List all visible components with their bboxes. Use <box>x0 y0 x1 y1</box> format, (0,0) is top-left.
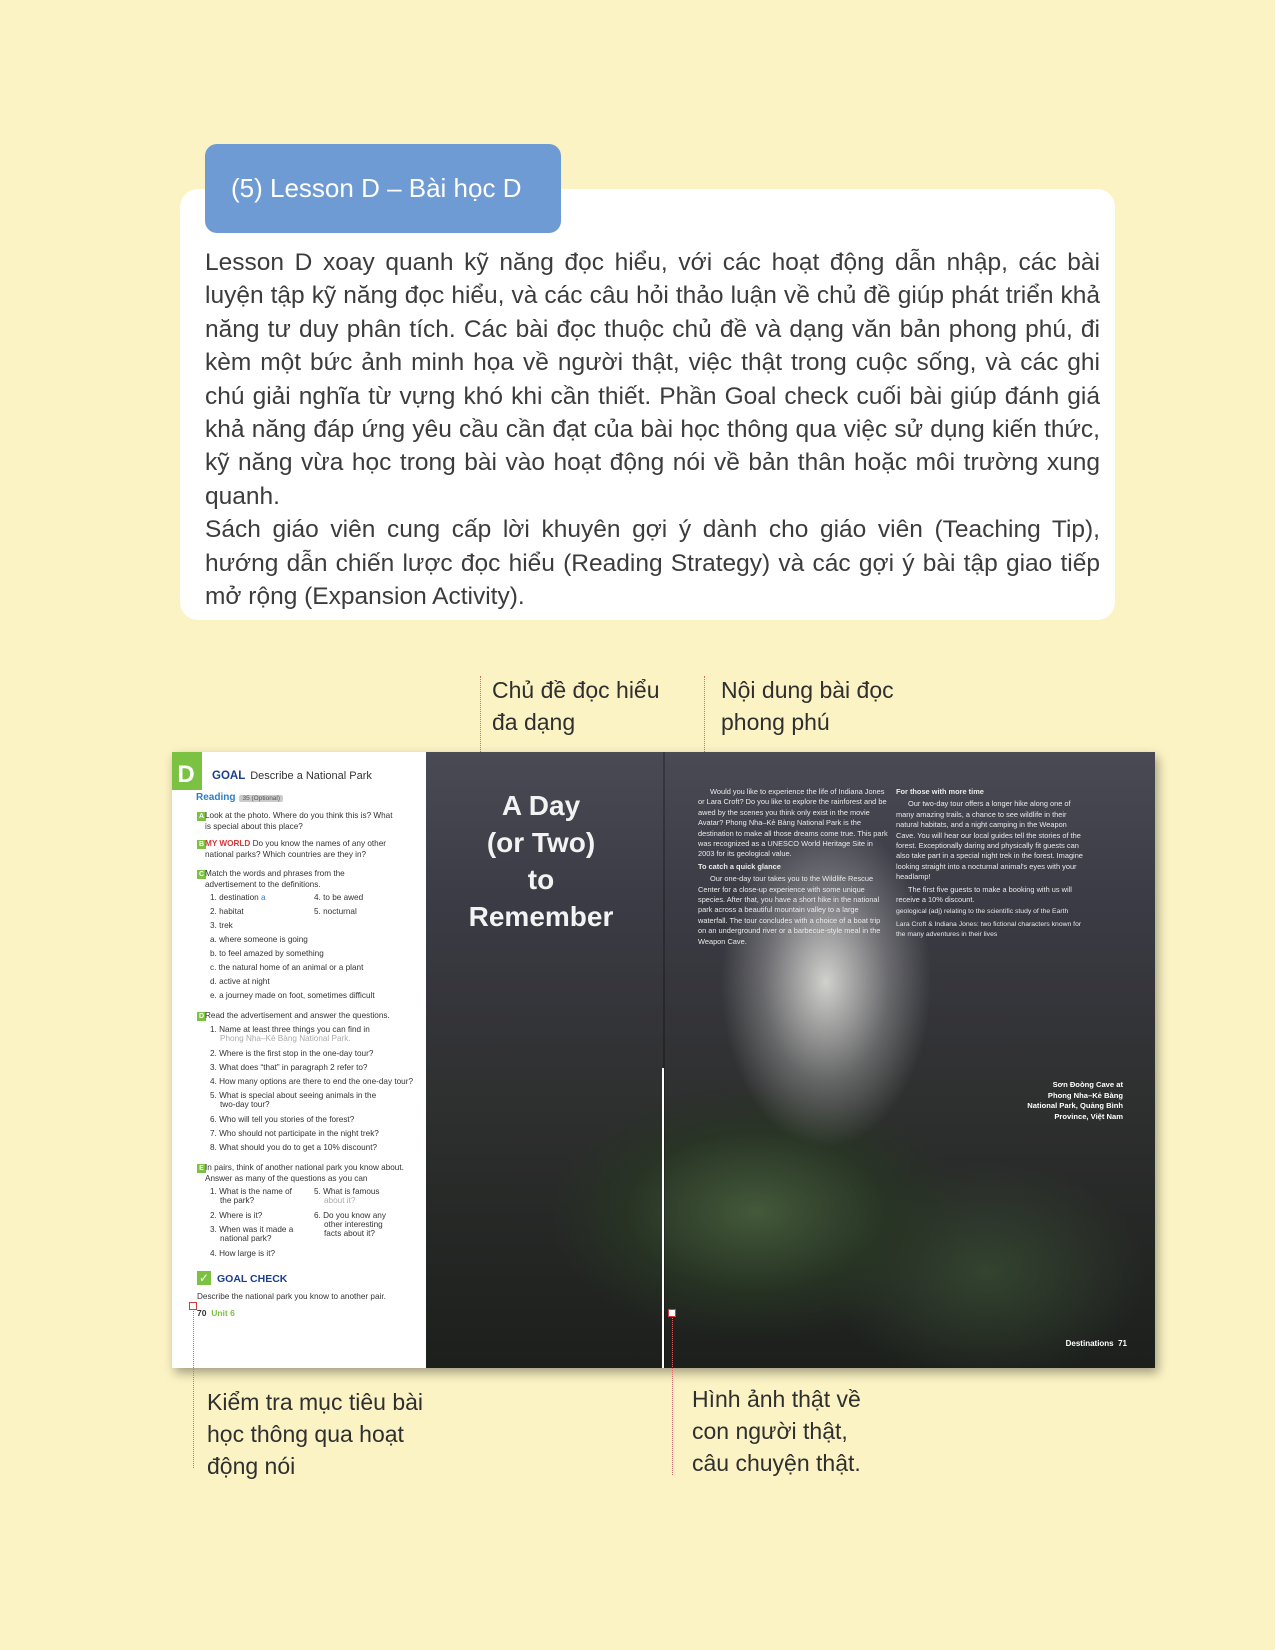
title-line: to <box>527 864 555 895</box>
vocab-answer: a <box>261 893 266 902</box>
question: 5. What is famous <box>314 1187 380 1196</box>
question: 6. Who will tell you stories of the forest? <box>210 1115 355 1124</box>
goal-text: Describe a National Park <box>250 770 372 782</box>
page-footer-right <box>1066 1339 1127 1348</box>
question: 6. Do you know any <box>314 1211 386 1220</box>
article-subheading: For those with more time <box>896 787 984 796</box>
vocab-word-text: 1. destination <box>210 893 259 902</box>
callout-rich-content <box>721 674 894 738</box>
vocab-word: 3. trek <box>210 921 233 930</box>
article-paragraph: Our one-day tour takes you to the Wildlife Rescue Center for a close-up experience with some unique species. After that, you have a short hike in the national park across a beautiful mountain valley to a large waterfall. The tour concludes with a choice of a boat trip on an underground river or a barbecue-style meal in the Weapon Cave. <box>698 874 881 946</box>
goal-heading <box>212 770 372 782</box>
callout-line: Nội dung bài đọc <box>721 677 894 703</box>
question: national park? <box>220 1234 272 1243</box>
question: about it? <box>324 1196 356 1205</box>
vocab-word: 2. habitat <box>210 907 244 916</box>
callout-line: Chủ đề đọc hiểu <box>492 677 660 703</box>
callout-real-images <box>692 1383 861 1479</box>
question: other interesting <box>324 1220 383 1229</box>
callout-line: Hình ảnh thật về <box>692 1386 861 1412</box>
goal-check-text: Describe the national park you know to another pair. <box>197 1292 386 1301</box>
exercise-e <box>205 1163 411 1184</box>
title-line: (or Two) <box>486 827 596 858</box>
article-column-1 <box>698 787 888 949</box>
callout-line: động nói <box>207 1453 296 1479</box>
callout-line: đa dạng <box>492 709 576 735</box>
caption-line: National Park, Quảng Bình <box>1027 1101 1123 1110</box>
question: the park? <box>220 1196 255 1205</box>
reading-label: Reading <box>196 792 236 803</box>
article-paragraph: Our two-day tour offers a longer hike along one of many amazing trails, a chance to see wildlife in their natural habitats, and a night camping in the Weapon Cave. You will hear our local guides tell the stories of the forest. Exceptionally daring and physically fit guests can also take part in a special night trek in the forest. Imagine looking straight into a nocturnal animal's eyes with your headlamp! <box>896 799 1083 882</box>
exercise-e-badge: E <box>197 1164 206 1173</box>
vocab-word: 4. to be awed <box>314 893 364 902</box>
unit-label: Unit 6 <box>211 1308 235 1318</box>
question: facts about it? <box>324 1229 375 1238</box>
exercise-a-badge: A <box>198 813 205 820</box>
glossary-entry: Lara Croft & Indiana Jones: two fictional characters known for the many adventures in their lives <box>896 920 1082 939</box>
question: 5. What is special about seeing animals in the <box>210 1091 377 1100</box>
body-text <box>205 246 1100 613</box>
page-number: 71 <box>1118 1339 1127 1348</box>
exercise-b <box>205 839 411 860</box>
my-world-label: MY WORLD <box>205 839 251 848</box>
question: two-day tour? <box>220 1100 270 1109</box>
vocab-definition: c. the natural home of an animal or a plant <box>210 963 364 972</box>
footer-label: Destinations <box>1065 1339 1114 1348</box>
title-line: A Day <box>501 790 581 821</box>
goal-label: GOAL <box>212 770 246 782</box>
article-paragraph: Would you like to experience the life of Indiana Jones or Lara Croft? Do you like to explore the rainforest and be awed by the scenes you think only exist in the movie Avatar? Phong Nha–Kẻ Bàng National Park is the destination to make all those dreams come true. This park was recognized as a UNESCO World Heritage Site in 2003 for its geological value. <box>698 787 888 859</box>
callout-line: học thông qua hoạt <box>207 1421 404 1447</box>
audio-optional-badge: 35 (Optional) <box>239 795 283 802</box>
left-page <box>172 752 426 1368</box>
vocab-word <box>210 893 266 902</box>
photo-leader <box>662 1068 664 1368</box>
caption-line: Province, Việt Nam <box>1054 1111 1123 1121</box>
question: 4. How large is it? <box>210 1249 276 1258</box>
cave-photo <box>426 752 1155 1368</box>
exercise-line: advertisement to the definitions. <box>205 879 321 889</box>
exercise-a <box>205 811 411 832</box>
exercise-d-badge: D <box>198 1013 205 1020</box>
article-title <box>441 787 641 935</box>
title-line: Remember <box>468 901 614 932</box>
article-column-2 <box>896 787 1088 943</box>
question: 3. When was it made a <box>210 1225 294 1234</box>
exercise-line: national parks? Which countries are they in? <box>205 849 367 859</box>
question: 8. What should you do to get a 10% discount? <box>210 1143 378 1152</box>
question: 2. Where is the first stop in the one-day tour? <box>210 1049 374 1058</box>
exercise-line: In pairs, think of another national park you know about. <box>205 1163 404 1172</box>
page-footer-left <box>197 1308 235 1318</box>
question: 3. What does “that” in paragraph 2 refer to? <box>210 1063 368 1072</box>
callout-leader <box>193 1308 194 1468</box>
body-paragraph-1: Lesson D xoay quanh kỹ năng đọc hiểu, với các hoạt động dẫn nhập, các bài luyện tập kỹ năng đọc hiểu, và các câu hỏi thảo luận về chủ đề giúp phát triển khả năng tư duy phân tích. Các bài đọc thuộc chủ đề và dạng văn bản phong phú, đi kèm một bức ảnh minh họa về người thật, việc thật trong cuộc sống, và các ghi chú giải nghĩa từ vựng khó khi cần thiết. Phần Goal check cuối bài giúp đánh giá khả năng đáp ứng yêu cầu cần đạt của bài học thông qua việc sử dụng kiến thức, kỹ năng vừa học trong bài vào hoạt động nói về bản thân hoặc môi trường xung quanh. <box>205 249 1100 510</box>
exercise-d: Read the advertisement and answer the questions. <box>205 1011 390 1020</box>
question: Phong Nha–Kẻ Bàng National Park. <box>220 1034 351 1043</box>
exercise-line: Answer as many of the questions as you can <box>205 1173 368 1183</box>
article-paragraph: The first five guests to make a booking with us will receive a 10% discount. <box>896 884 1072 905</box>
callout-line: con người thật, <box>692 1418 848 1444</box>
callout-line: câu chuyện thật. <box>692 1450 861 1476</box>
question: 7. Who should not participate in the night trek? <box>210 1129 379 1138</box>
question: 1. What is the name of <box>210 1187 292 1196</box>
callout-marker <box>189 1302 197 1310</box>
glossary-entry: geological (adj) relating to the scientific study of the Earth <box>896 908 1069 916</box>
exercise-line: Look at the photo. Where do you think this is? What <box>205 811 393 820</box>
callout-line: Kiểm tra mục tiêu bài <box>207 1389 424 1415</box>
vocab-definition: e. a journey made on foot, sometimes difficult <box>210 991 375 1000</box>
vocab-word: 5. nocturnal <box>314 907 357 916</box>
goal-check-heading: GOAL CHECK <box>217 1273 288 1285</box>
check-icon: ✓ <box>198 1271 210 1285</box>
callout-leader <box>672 1315 673 1475</box>
question: 4. How many options are there to end the one-day tour? <box>210 1077 413 1086</box>
exercise-line: is special about this place? <box>205 821 303 831</box>
lesson-letter: D <box>177 761 195 788</box>
article-subheading: To catch a quick glance <box>698 861 781 871</box>
caption-line: Phong Nha–Kẻ Bàng <box>1047 1090 1123 1100</box>
callout-diverse-topics <box>492 674 660 738</box>
callout-line: phong phú <box>721 709 830 735</box>
photo-caption <box>1013 1080 1123 1122</box>
question: 2. Where is it? <box>210 1211 263 1220</box>
vocab-definition: b. to feel amazed by something <box>210 949 324 958</box>
exercise-line: Match the words and phrases from the <box>205 869 345 878</box>
section-tag: (5) Lesson D – Bài học D <box>205 144 561 233</box>
body-paragraph-2: Sách giáo viên cung cấp lời khuyên gợi ý dành cho giáo viên (Teaching Tip), hướng dẫn chiến lược đọc hiểu (Reading Strategy) và các gợi ý bài tập giao tiếp mở rộng (Expansion Activity). <box>205 516 1100 611</box>
caption-line: Sơn Đoòng Cave at <box>1052 1080 1123 1089</box>
vocab-definition: a. where someone is going <box>210 935 308 944</box>
page-number: 70 <box>197 1308 207 1318</box>
callout-marker <box>668 1309 676 1317</box>
vocab-definition: d. active at night <box>210 977 270 986</box>
question: 1. Name at least three things you can find in <box>210 1025 370 1034</box>
exercise-line: Do you know the names of any other <box>252 839 386 848</box>
exercise-c-badge: C <box>198 871 205 878</box>
exercise-c <box>205 869 411 890</box>
callout-goal-check <box>207 1386 423 1482</box>
exercise-b-badge: B <box>198 841 205 848</box>
reading-heading <box>196 792 283 803</box>
